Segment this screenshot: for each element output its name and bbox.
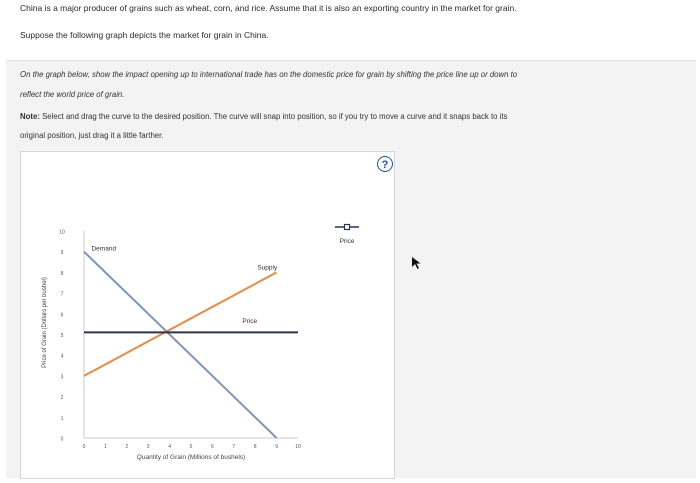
question-panel bbox=[6, 60, 696, 478]
x-tick-label: 8 bbox=[253, 444, 257, 450]
question-intro-line1: China is a major producer of grains such as wheat, corn, and rice. Assume that it is also an exporting country in the market for grain. bbox=[20, 3, 517, 13]
y-tick-label: 10 bbox=[59, 229, 65, 236]
question-intro-line2: Suppose the following graph depicts the market for grain in China. bbox=[20, 30, 269, 40]
y-axis-label: Price of Grain (Dollars per bushel) bbox=[42, 277, 48, 368]
y-tick-label: 4 bbox=[60, 353, 64, 360]
x-tick-label: 1 bbox=[104, 444, 107, 450]
graph-container bbox=[20, 151, 395, 479]
x-tick-label: 0 bbox=[82, 444, 86, 450]
note-text: Select and drag the curve to the desired position. The curve will snap into position, so if you try to move a curve and it snaps back to its bbox=[39, 112, 508, 121]
x-tick-label: 6 bbox=[211, 444, 214, 450]
help-icon[interactable]: ? bbox=[377, 156, 393, 172]
note-line1 bbox=[20, 112, 507, 121]
price-label: Price bbox=[242, 318, 258, 326]
instruction-line2: reflect the world price of grain. bbox=[20, 90, 125, 99]
instruction-line1: On the graph below, show the impact opening up to international trade has on the domestic price for grain by shifting the price line up or down to bbox=[20, 70, 518, 79]
y-tick-label: 7 bbox=[60, 291, 64, 298]
demand-label: Demand bbox=[91, 245, 117, 253]
x-tick-label: 2 bbox=[125, 444, 129, 450]
y-tick-label: 8 bbox=[60, 270, 64, 277]
x-tick-label: 9 bbox=[275, 444, 278, 450]
x-tick-label: 7 bbox=[232, 444, 236, 450]
demand-curve[interactable] bbox=[84, 252, 277, 438]
supply-demand-chart[interactable] bbox=[21, 152, 394, 478]
note-label: Note: bbox=[20, 112, 40, 121]
y-tick-label: 3 bbox=[60, 374, 64, 381]
x-tick-label: 3 bbox=[146, 444, 150, 450]
supply-label: Supply bbox=[257, 264, 278, 272]
x-tick-label: 5 bbox=[189, 444, 193, 450]
y-tick-label: 1 bbox=[60, 415, 64, 422]
y-tick-label: 6 bbox=[60, 312, 64, 319]
x-axis-label: Quantity of Grain (Millions of bushels) bbox=[136, 454, 246, 461]
y-tick-label: 0 bbox=[60, 436, 64, 443]
x-tick-label: 10 bbox=[295, 444, 301, 450]
palette-price-handle-icon[interactable] bbox=[345, 225, 350, 230]
y-tick-label: 9 bbox=[60, 250, 64, 257]
x-tick-label: 4 bbox=[168, 444, 171, 450]
y-tick-label: 5 bbox=[60, 333, 64, 339]
palette-price-label: Price bbox=[339, 238, 355, 245]
mouse-cursor-icon bbox=[412, 257, 421, 269]
note-line2: original position, just drag it a little farther. bbox=[20, 131, 164, 140]
y-tick-label: 2 bbox=[60, 395, 64, 402]
